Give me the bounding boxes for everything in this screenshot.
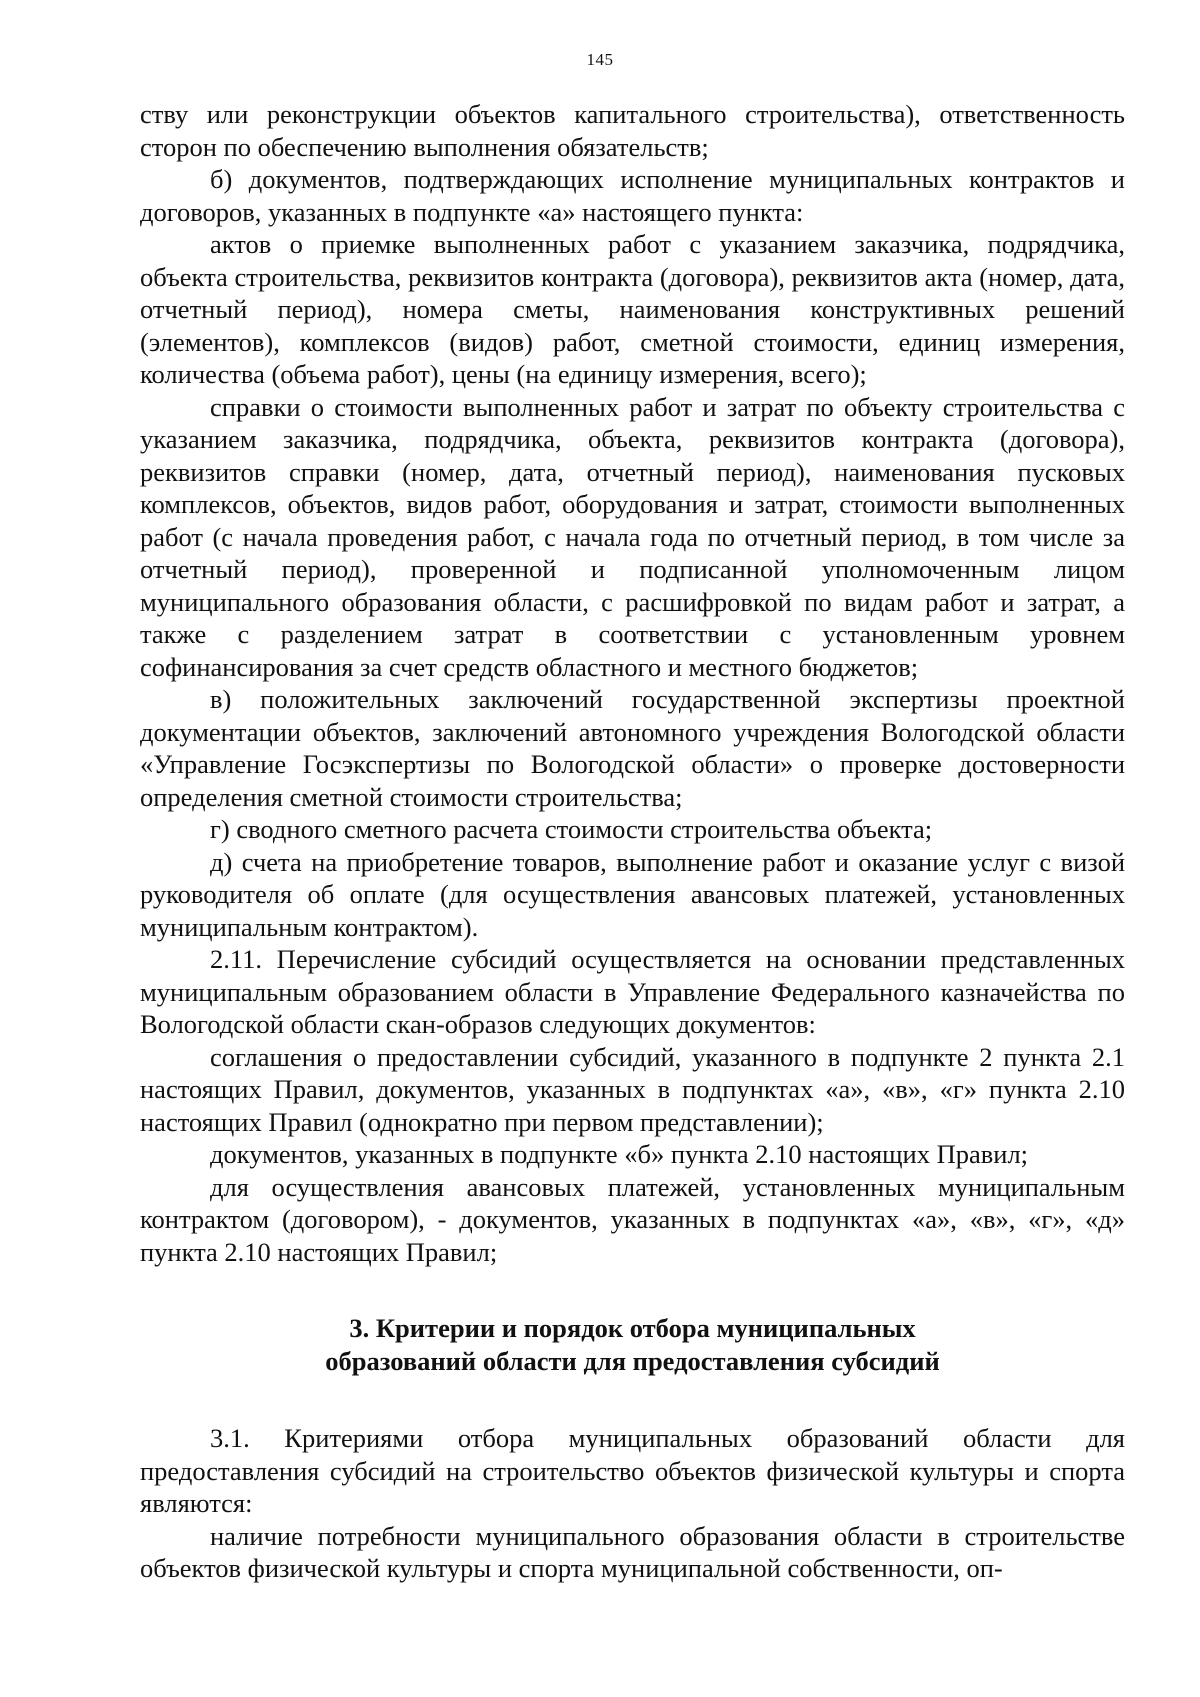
page-number: 145 [586, 50, 614, 69]
paragraph: б) документов, подтверждающих исполнение муниципальных контрактов и договоров, указанных в подпункте «а» настоящего пункта: [140, 164, 1125, 227]
document-body [140, 98, 1125, 1585]
paragraph: актов о приемке выполненных работ с указанием заказчика, подрядчика, объекта строительства, реквизитов контракта (договора), реквизитов акта (номер, дата, отчетный период), номера сметы, наименования конструктивных решений (элементов), комплексов (видов) работ, сметной стоимости, единиц измерения, количества (объема работ), цены (на единицу измерения, всего); [140, 229, 1125, 389]
paragraph: 3.1. Критериями отбора муниципальных образований области для предоставления субсидий на строительство объектов физической культуры и спорта являются: [140, 1423, 1125, 1518]
paragraph: соглашения о предоставлении субсидий, указанного в подпункте 2 пункта 2.1 настоящих Правил, документов, указанных в подпунктах «а», «в», «г» пункта 2.10 настоящих Правил (однократно при первом представлении); [140, 1041, 1125, 1137]
paragraph: наличие потребности муниципального образования области в строительстве объектов физической культуры и спорта муниципальной собственности, оп- [140, 1520, 1125, 1583]
paragraphs-before-section [140, 98, 1125, 1268]
paragraph: в) положительных заключений государственной экспертизы проектной документации объектов, заключений автономного учреждения Вологодской области «Управление Госэкспертизы по Вологодской области» о проверке достоверности определения сметной стоимости строительства; [140, 684, 1125, 812]
paragraph: документов, указанных в подпункте «б» пункта 2.10 настоящих Правил; [210, 1139, 1029, 1169]
paragraph: справки о стоимости выполненных работ и затрат по объекту строительства с указанием заказчика, подрядчика, объекта, реквизитов контракта (договора), реквизитов справки (номер, дата, отчетный период), наименования пусковых комплексов, объектов, видов работ, оборудования и затрат, стоимости выполненных работ (с начала проведения работ, с начала года по отчетный период, в том числе за отчетный период), проверенной и подписанной уполномоченным лицом муниципального образования области, с расшифровкой по видам работ и затрат, а также с разделением затрат в соответствии с установленным уровнем софинансирования за счет средств областного и местного бюджетов; [140, 391, 1125, 682]
section-heading-line: образований области для предоставления субсидий [325, 1346, 940, 1376]
paragraph: для осуществления авансовых платежей, установленных муниципальным контрактом (договором), - документов, указанных в подпунктах «а», «в», «г», «д» пункта 2.10 настоящих Правил; [140, 1171, 1125, 1267]
paragraphs-after-section [140, 1422, 1125, 1585]
section-heading-line: 3. Критерии и порядок отбора муниципальных [349, 1313, 916, 1343]
paragraph: 2.11. Перечисление субсидий осуществляется на основании представленных муниципальным образованием области в Управление Федерального казначейства по Вологодской области скан-образов следующих документов: [140, 944, 1125, 1039]
paragraph: д) счета на приобретение товаров, выполнение работ и оказание услуг с визой руководителя об оплате (для осуществления авансовых платежей, установленных муниципальным контрактом). [140, 846, 1125, 942]
paragraph: г) сводного сметного расчета стоимости строительства объекта; [210, 814, 933, 844]
paragraph: ству или реконструкции объектов капитального строительства), ответственность сторон по обеспечению выполнения обязательств; [140, 99, 1125, 162]
section-heading [140, 1312, 1125, 1378]
